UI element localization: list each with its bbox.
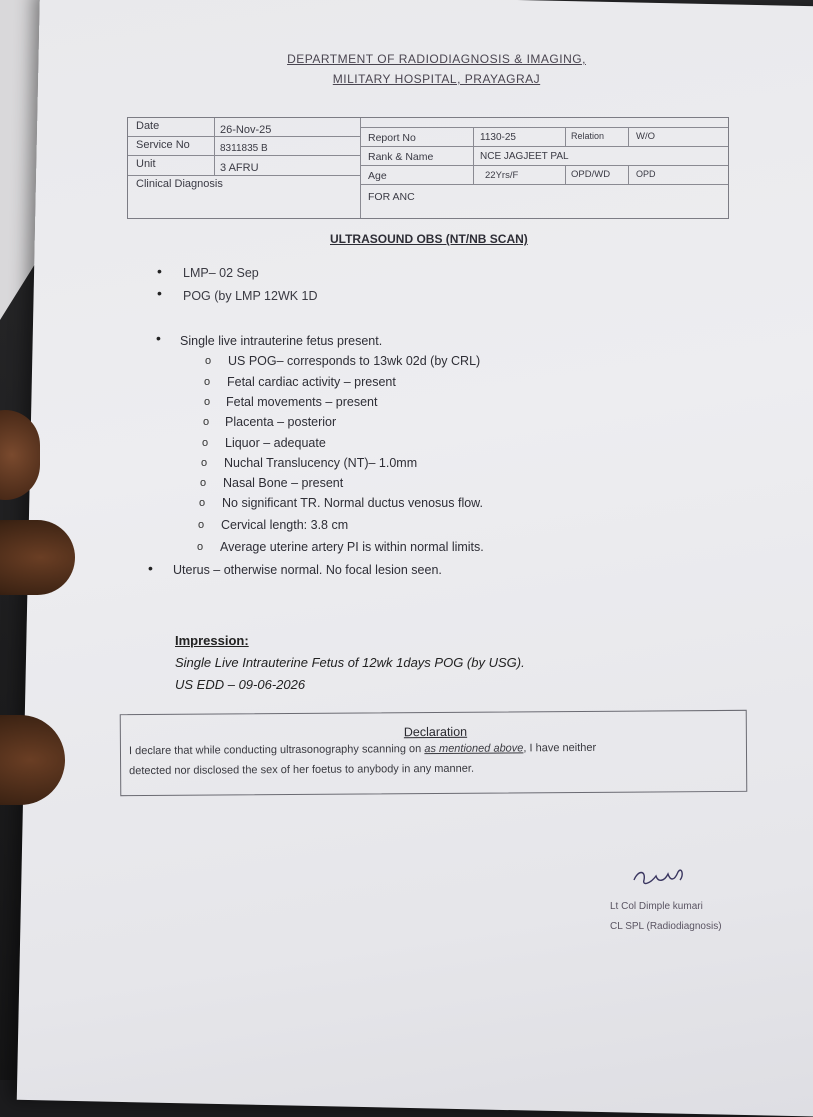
declaration-text-line1: I declare that while conducting ultrasonography scanning on as mentioned above, I have neither bbox=[128, 741, 597, 758]
signatory-name: Lt Col Dimple kumari bbox=[610, 901, 703, 912]
sub-bullet: o bbox=[205, 355, 212, 367]
unit-value: 3 AFRU bbox=[220, 162, 259, 174]
age-value: 22Yrs/F bbox=[485, 170, 519, 181]
bullet: • bbox=[157, 263, 162, 279]
unit-label: Unit bbox=[136, 158, 156, 170]
sub-bullet: o bbox=[199, 497, 206, 509]
declaration-heading: Declaration bbox=[403, 724, 468, 740]
impression-heading: Impression: bbox=[175, 633, 249, 648]
service-value: 8311835 B bbox=[220, 143, 268, 154]
finding-movements: Fetal movements – present bbox=[226, 395, 378, 409]
sub-bullet: o bbox=[201, 457, 208, 469]
declaration-box bbox=[120, 710, 748, 796]
finding-tr: No significant TR. Normal ductus venosus flow. bbox=[222, 496, 483, 510]
report-label: Report No bbox=[368, 132, 416, 144]
impression-line: Single Live Intrauterine Fetus of 12wk 1days POG (by USG). bbox=[175, 655, 525, 670]
diagnosis-value: FOR ANC bbox=[368, 191, 415, 203]
patient-info-table bbox=[127, 117, 729, 219]
opd-label: OPD/WD bbox=[571, 169, 611, 180]
rank-name-value: NCE JAGJEET PAL bbox=[480, 151, 569, 162]
sub-bullet: o bbox=[198, 519, 205, 531]
rank-name-label: Rank & Name bbox=[368, 151, 434, 163]
date-label: Date bbox=[136, 120, 160, 132]
department-title: DEPARTMENT OF RADIODIAGNOSIS & IMAGING, bbox=[287, 52, 586, 66]
diagnosis-label: Clinical Diagnosis bbox=[136, 178, 223, 190]
date-value: 26-Nov-25 bbox=[220, 124, 272, 136]
signatory-title: CL SPL (Radiodiagnosis) bbox=[610, 921, 722, 932]
sub-bullet: o bbox=[204, 396, 211, 408]
report-title: ULTRASOUND OBS (NT/NB SCAN) bbox=[330, 232, 528, 246]
relation-value: W/O bbox=[636, 131, 655, 142]
finding-cardiac: Fetal cardiac activity – present bbox=[227, 375, 396, 389]
hospital-title: MILITARY HOSPITAL, PRAYAGRAJ bbox=[332, 72, 541, 86]
finding-nasal-bone: Nasal Bone – present bbox=[223, 476, 344, 490]
age-label: Age bbox=[368, 170, 387, 182]
sub-bullet: o bbox=[200, 477, 207, 489]
opd-value: OPD bbox=[636, 169, 656, 179]
bullet: • bbox=[156, 330, 161, 346]
service-label: Service No bbox=[136, 139, 190, 151]
declaration-text-line2: detected nor disclosed the sex of her foetus to anybody in any manner. bbox=[129, 762, 475, 778]
relation-label: Relation bbox=[571, 131, 605, 141]
finding-placenta: Placenta – posterior bbox=[225, 415, 337, 429]
finding-liquor: Liquor – adequate bbox=[225, 436, 326, 450]
finding-main: Single live intrauterine fetus present. bbox=[180, 334, 383, 348]
finding-nt: Nuchal Translucency (NT)– 1.0mm bbox=[224, 456, 418, 470]
edd-line: US EDD – 09-06-2026 bbox=[175, 677, 306, 692]
finding-uterus: Uterus – otherwise normal. No focal lesion seen. bbox=[173, 563, 442, 577]
finding-cervical: Cervical length: 3.8 cm bbox=[221, 518, 349, 532]
bullet: • bbox=[148, 560, 153, 576]
lmp-line: LMP– 02 Sep bbox=[183, 266, 259, 280]
sub-bullet: o bbox=[197, 541, 204, 553]
sub-bullet: o bbox=[203, 416, 210, 428]
pog-line: POG (by LMP 12WK 1D bbox=[183, 289, 318, 303]
sub-bullet: o bbox=[202, 437, 209, 449]
bullet: • bbox=[157, 285, 162, 301]
finding-us-pog: US POG– corresponds to 13wk 02d (by CRL) bbox=[228, 354, 481, 368]
finding-uterine-pi: Average uterine artery PI is within normal limits. bbox=[220, 540, 484, 554]
signature-mark bbox=[630, 862, 690, 892]
sub-bullet: o bbox=[204, 376, 211, 388]
report-value: 1130-25 bbox=[480, 132, 516, 143]
